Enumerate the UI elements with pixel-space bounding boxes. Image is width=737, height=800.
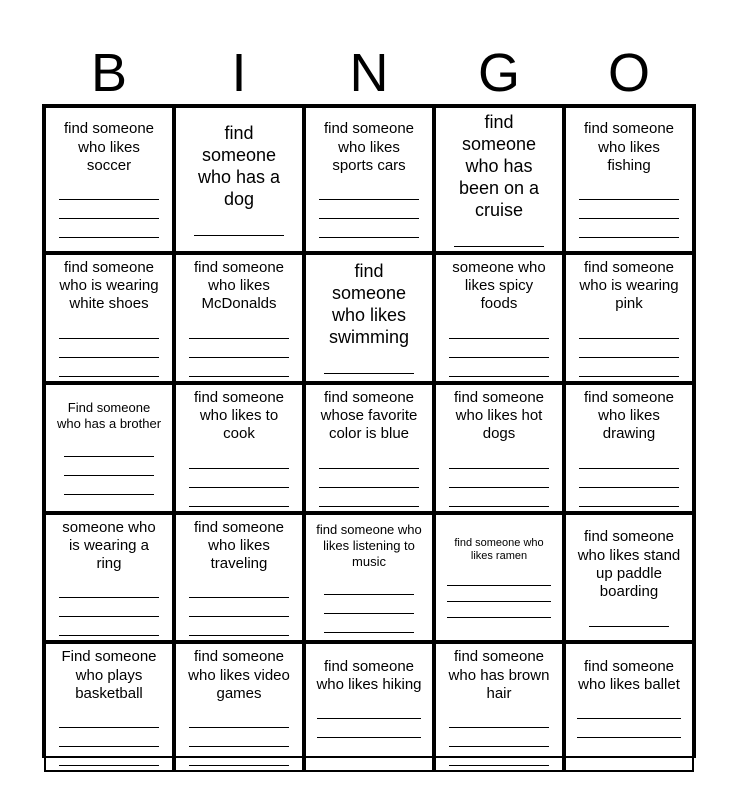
bingo-grid [42,104,696,758]
bingo-cell[interactable] [434,383,564,513]
cell-prompt: find someone whose favorite color is blue [320,388,418,443]
cell-prompt: find someone who likes swimming [328,261,409,348]
bingo-cell[interactable] [434,513,564,643]
cell-prompt: find someone who is wearing pink [579,258,679,313]
bingo-cell[interactable] [304,642,434,772]
answer-lines [56,438,162,495]
cell-prompt: someone who is wearing a ring [62,518,156,573]
answer-lines [446,570,552,618]
answer-lines [56,579,162,636]
bingo-cell[interactable] [434,106,564,253]
bingo-cell[interactable] [44,513,174,643]
answer-lines [56,320,162,377]
bingo-cell[interactable] [564,642,694,772]
bingo-cell[interactable] [304,253,434,383]
cell-prompt: find someone who likes listening to music [316,522,422,569]
bingo-cell[interactable] [44,642,174,772]
cell-prompt: find someone who likes to cook [193,388,285,443]
answer-lines [316,450,422,507]
answer-lines [316,576,422,633]
header-letter-b: B [90,43,128,103]
answer-lines [576,608,682,627]
bingo-cell[interactable] [564,513,694,643]
answer-lines [316,355,422,374]
bingo-header [44,42,694,104]
cell-prompt: find someone who is wearing white shoes [59,258,159,313]
bingo-cell[interactable] [174,253,304,383]
answer-lines [446,320,552,377]
bingo-cell[interactable] [564,253,694,383]
answer-lines [446,228,552,247]
bingo-cell[interactable] [44,383,174,513]
bingo-cell[interactable] [304,513,434,643]
answer-lines [576,450,682,507]
answer-lines [186,709,292,766]
bingo-cell[interactable] [564,383,694,513]
answer-lines [186,320,292,377]
bingo-cell[interactable] [304,106,434,253]
header-letter-i: I [231,43,247,103]
header-letter-o: O [607,43,650,103]
bingo-cell[interactable] [44,106,174,253]
answer-lines [186,217,292,236]
bingo-cell[interactable] [174,513,304,643]
cell-prompt: find someone who likes ramen [454,537,544,563]
answer-lines [576,700,682,757]
cell-prompt: find someone who likes drawing [583,388,675,443]
answer-lines [576,320,682,377]
cell-prompt: find someone who likes McDonalds [193,258,285,313]
cell-prompt: find someone who likes stand up paddle boarding [577,528,681,601]
bingo-cell[interactable] [174,383,304,513]
cell-prompt: find someone who likes ballet [578,657,680,693]
cell-prompt: find someone who likes video games [188,648,290,703]
answer-lines [56,181,162,238]
cell-prompt: find someone who likes sports cars [323,120,415,175]
bingo-cell[interactable] [434,642,564,772]
bingo-cell[interactable] [174,106,304,253]
cell-prompt: find someone who likes fishing [583,120,675,175]
cell-prompt: find someone who has a dog [197,122,281,209]
cell-prompt: find someone who likes hot dogs [453,388,545,443]
answer-lines [316,700,422,757]
answer-lines [56,709,162,766]
answer-lines [186,450,292,507]
cell-prompt: Find someone who plays basketball [61,648,157,703]
cell-prompt: find someone who has brown hair [448,648,550,703]
answer-lines [446,709,552,766]
header-letter-n: N [349,43,389,103]
cell-prompt: find someone who likes hiking [316,657,422,693]
answer-lines [186,579,292,636]
header-letter-g: G [477,43,520,103]
bingo-cell[interactable] [564,106,694,253]
cell-prompt: find someone who likes traveling [193,518,285,573]
cell-prompt: Find someone who has a brother [56,400,162,432]
answer-lines [316,181,422,238]
bingo-cell[interactable] [174,642,304,772]
bingo-cell[interactable] [304,383,434,513]
cell-prompt: someone who likes spicy foods [452,258,546,313]
answer-lines [576,181,682,238]
answer-lines [446,450,552,507]
cell-prompt: find someone who has been on a cruise [458,112,540,220]
bingo-cell[interactable] [44,253,174,383]
cell-prompt: find someone who likes soccer [63,120,155,175]
bingo-cell[interactable] [434,253,564,383]
